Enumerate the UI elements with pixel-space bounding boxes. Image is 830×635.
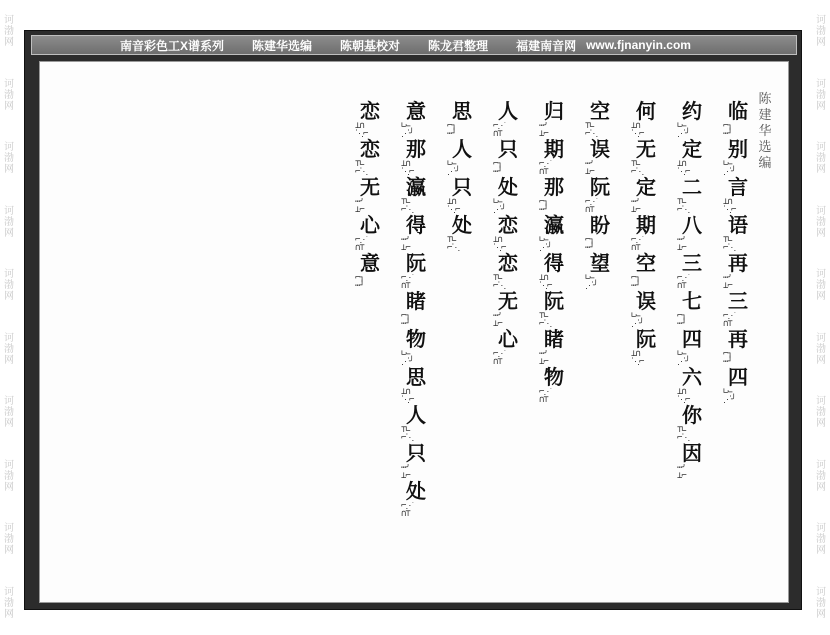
watermark-stamp: 诃 渤 网 [4,78,14,112]
lyric-char: 物 [406,327,426,351]
notation-mark: ∟⌙ ⋰╯ [677,122,690,138]
notation-mark: ∟⌙ ⋰╯ [677,350,690,366]
lyric-char: 恋 [360,137,380,161]
notation-mark: ⋯╯ ⊥⌐ [677,464,686,480]
lyric-char: 因 [682,441,702,465]
lyric-char: 七 [682,289,702,313]
lyric-char: 何 [636,99,656,123]
watermark-stamp: 诃 渤 网 [816,205,826,239]
watermark-stamp: 诃 渤 网 [4,459,14,493]
lyric-char: 约 [682,99,702,123]
notation-mark: ⌐┐ ⋯┘ [355,274,364,290]
lyric-char: 空 [636,251,656,275]
lyric-char: 二 [682,175,702,199]
notation-mark: ⌐⋰ ∩⊤ [677,274,690,290]
notation-mark: ⊤∟ ⌐⋱ [677,426,690,442]
watermark-stamp: 诃 渤 网 [4,269,14,303]
title-banner [31,35,797,55]
notation-mark: ∟⌙ ⋰╯ [539,236,552,252]
watermark-stamp: 诃 渤 网 [816,142,826,176]
lyric-char: 三 [682,251,702,275]
notation-mark: ⌐⋰ ∩⊤ [355,236,368,252]
lyric-char: 那 [406,137,426,161]
lyric-char: 四 [728,365,748,389]
lyric-char: 那 [544,175,564,199]
lyric-char: 处 [452,213,472,237]
notation-mark: ⊤∟ ⌐⋱ [401,198,414,214]
lyric-char: 恋 [498,251,518,275]
lyric-char: 处 [406,479,426,503]
lyric-char: 误 [590,137,610,161]
lyric-char: 阮 [544,289,564,313]
lyric-char: 再 [728,251,748,275]
notation-mark: ⋯╯ ⊥⌐ [401,464,410,480]
lyric-char: 只 [452,175,472,199]
notation-mark: ⊥∩ ⋱⌐ [677,388,690,404]
lyric-column [718,100,758,404]
notation-mark: ∟⌙ ⋰╯ [401,122,414,138]
arranger-credit: 陈龙君整理 [428,38,489,53]
notation-mark: ⊥∩ ⋱⌐ [401,160,414,176]
notation-mark: ⊥∩ ⋱⌐ [723,198,736,214]
lyric-char: 空 [590,99,610,123]
notation-mark: ∟⌙ ⋰╯ [401,350,414,366]
notation-mark: ⌐┐ ⋯┘ [539,198,548,214]
notation-mark: ⌐⋰ ∩⊤ [493,350,506,366]
series-title: 南音彩色工X谱系列 [120,38,225,53]
notation-mark: ⌐⋰ ∩⊤ [401,274,414,290]
lyric-char: 人 [452,137,472,161]
lyric-char: 言 [728,175,748,199]
lyric-char: 只 [498,137,518,161]
notation-mark: ⌐┐ ⋯┘ [401,312,410,328]
lyric-char: 思 [452,99,472,123]
notation-mark: ⌐┐ ⋯┘ [723,122,732,138]
lyric-char: 处 [498,175,518,199]
notation-mark: ∟⌙ ⋰╯ [585,274,598,290]
watermark-stamp: 诃 渤 网 [4,396,14,430]
lyric-column [580,100,620,290]
watermark-stamp: 诃 渤 网 [4,586,14,620]
lyric-char: 意 [360,251,380,275]
lyric-char: 只 [406,441,426,465]
notation-mark: ⌐⋰ ∩⊤ [401,502,414,518]
lyric-char: 八 [682,213,702,237]
watermark-stamp: 诃 渤 网 [4,332,14,366]
lyric-column [442,100,482,252]
lyric-char: 四 [682,327,702,351]
notation-mark: ⋯╯ ⊥⌐ [355,198,364,214]
notation-mark: ⊥∩ ⋱⌐ [677,160,690,176]
notation-mark: ⌐⋰ ∩⊤ [493,122,506,138]
notation-mark: ∟⌙ ⋰╯ [631,312,644,328]
notation-mark: ⊥∩ ⋱⌐ [355,122,368,138]
notation-mark: ∟⌙ ⋰╯ [723,160,736,176]
notation-mark: ⋯╯ ⊥⌐ [585,160,594,176]
lyric-char: 阮 [636,327,656,351]
lyric-char: 望 [590,251,610,275]
lyric-column [672,100,712,480]
notation-mark: ⊥∩ ⋱⌐ [447,198,460,214]
notation-mark: ⌐⋰ ∩⊤ [539,388,552,404]
lyric-char: 心 [498,327,518,351]
lyric-char: 定 [636,175,656,199]
watermark-stamp: 诃 渤 网 [4,142,14,176]
lyric-char: 语 [728,213,748,237]
notation-mark: ⊥∩ ⋱⌐ [631,350,644,366]
watermark-stamp: 诃 渤 网 [816,396,826,430]
lyric-column [350,100,390,290]
lyric-column [488,100,528,366]
lyric-char: 意 [406,99,426,123]
watermark-stamp: 诃 渤 网 [816,269,826,303]
notation-mark: ⊤∟ ⌐⋱ [355,160,368,176]
lyric-char: 期 [636,213,656,237]
notation-mark: ∟⌙ ⋰╯ [447,160,460,176]
lyric-char: 阮 [590,175,610,199]
lyric-char: 无 [360,175,380,199]
selector-credit: 陈建华选编 [252,38,313,53]
notation-mark: ⊤∟ ⌐⋱ [447,236,460,252]
lyric-char: 再 [728,327,748,351]
notation-mark: ⌐⋰ ∩⊤ [723,312,736,328]
notation-mark: ⋯╯ ⊥⌐ [401,236,410,252]
right-watermark-strip [812,0,830,635]
notation-mark: ⋯╯ ⊥⌐ [493,312,502,328]
watermark-stamp: 诃 渤 网 [4,15,14,49]
notation-mark: ⊥∩ ⋱⌐ [493,236,506,252]
lyric-char: 得 [544,251,564,275]
lyric-char: 临 [728,99,748,123]
site-url: www.fjnanyin.com [586,38,691,52]
lyric-column [534,100,574,404]
notation-mark: ⊤∟ ⌐⋱ [631,160,644,176]
notation-mark: ∟⌙ ⋰╯ [723,388,736,404]
lyric-char: 定 [682,137,702,161]
lyric-char: 瀛 [406,175,426,199]
notation-mark: ⊥∩ ⋱⌐ [631,122,644,138]
notation-mark: ⊤∟ ⌐⋱ [493,274,506,290]
lyric-char: 无 [636,137,656,161]
watermark-stamp: 诃 渤 网 [816,523,826,557]
notation-mark: ⋯╯ ⊥⌐ [539,350,548,366]
site-name: 福建南音网 [516,38,577,53]
lyric-column [396,100,436,518]
watermark-stamp: 诃 渤 网 [816,586,826,620]
notation-mark: ⌐┐ ⋯┘ [447,122,456,138]
score-page [39,61,789,603]
lyric-column [626,100,666,366]
watermark-stamp: 诃 渤 网 [816,459,826,493]
lyric-char: 恋 [360,99,380,123]
lyric-char: 六 [682,365,702,389]
lyric-char: 人 [498,99,518,123]
lyric-char: 物 [544,365,564,389]
lyric-char: 期 [544,137,564,161]
notation-mark: ⌐⋰ ∩⊤ [539,160,552,176]
lyric-char: 心 [360,213,380,237]
watermark-stamp: 诃 渤 网 [816,15,826,49]
lyric-char: 误 [636,289,656,313]
notation-mark: ⊤∟ ⌐⋱ [539,312,552,328]
notation-mark: ⌐┐ ⋯┘ [723,350,732,366]
watermark-stamp: 诃 渤 网 [4,205,14,239]
notation-mark: ⊥∩ ⋱⌐ [401,388,414,404]
lyric-char: 盼 [590,213,610,237]
lyric-char: 归 [544,99,564,123]
watermark-stamp: 诃 渤 网 [816,78,826,112]
lyric-char: 思 [406,365,426,389]
notation-mark: ⌐┐ ⋯┘ [631,274,640,290]
proofreader-credit: 陈朝基校对 [340,38,401,53]
notation-mark: ⊤∟ ⌐⋱ [401,426,414,442]
lyric-char: 你 [682,403,702,427]
watermark-stamp: 诃 渤 网 [4,523,14,557]
editor-tag: 陈建华选编 [758,92,772,171]
notation-mark: ⊤∟ ⌐⋱ [677,198,690,214]
lyric-char: 瀛 [544,213,564,237]
notation-mark: ⊤∟ ⌐⋱ [723,236,736,252]
lyric-char: 人 [406,403,426,427]
lyric-char: 睹 [406,289,426,313]
notation-mark: ⊤∟ ⌐⋱ [585,122,598,138]
lyric-char: 阮 [406,251,426,275]
notation-mark: ⌐┐ ⋯┘ [493,160,502,176]
lyric-char: 睹 [544,327,564,351]
notation-mark: ∟⌙ ⋰╯ [493,198,506,214]
notation-mark: ⊥∩ ⋱⌐ [539,274,552,290]
notation-mark: ⋯╯ ⊥⌐ [677,236,686,252]
notation-mark: ⌐⋰ ∩⊤ [585,198,598,214]
lyric-char: 别 [728,137,748,161]
lyric-char: 三 [728,289,748,313]
lyric-char: 恋 [498,213,518,237]
lyric-char: 无 [498,289,518,313]
notation-mark: ⌐┐ ⋯┘ [677,312,686,328]
score-frame [24,30,802,610]
notation-mark: ⋯╯ ⊥⌐ [723,274,732,290]
notation-mark: ⋯╯ ⊥⌐ [631,198,640,214]
watermark-stamp: 诃 渤 网 [816,332,826,366]
left-watermark-strip [0,0,18,635]
notation-mark: ⌐⋰ ∩⊤ [631,236,644,252]
lyric-char: 得 [406,213,426,237]
notation-mark: ⋯╯ ⊥⌐ [539,122,548,138]
notation-mark: ⌐┐ ⋯┘ [585,236,594,252]
